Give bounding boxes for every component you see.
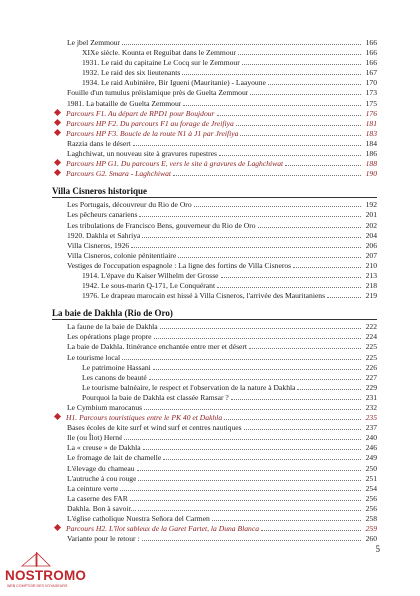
toc-entry-title: 1914. L'épave du Kaiser Wilhelm der Grosse — [82, 270, 219, 280]
toc-page-number: 204 — [365, 230, 377, 240]
toc-page-number: 166 — [365, 48, 377, 58]
toc-entry-title: Variante pour le retour : — [67, 534, 140, 544]
toc-entry-title: XIXe siècle. Kounta et Reguibat dans le Zemmour — [82, 48, 236, 58]
toc-page-number: 181 — [365, 118, 377, 128]
toc-entry[interactable] — [52, 139, 377, 149]
dot-leader — [258, 227, 361, 228]
dot-leader — [240, 135, 361, 136]
toc-page-number: 225 — [365, 342, 377, 352]
toc-entry[interactable] — [52, 68, 377, 78]
toc-page-number: 229 — [365, 382, 377, 392]
dot-leader — [130, 500, 361, 501]
toc-entry-title: Laghchiwat, un nouveau site à gravures rupestres — [67, 149, 217, 159]
dot-leader — [154, 338, 361, 339]
toc-entry[interactable] — [52, 221, 377, 231]
toc-page-number: 256 — [365, 493, 377, 503]
toc-entry-title: Les opérations plage propre — [67, 332, 152, 342]
toc-page-number: 251 — [365, 473, 377, 483]
toc-page-number: 258 — [365, 514, 377, 524]
toc-page-number: 192 — [365, 200, 377, 210]
toc-entry-title: La « creuse » de Dakhla — [67, 443, 141, 453]
toc-page-number: 260 — [365, 534, 377, 544]
toc-entry[interactable] — [52, 403, 377, 413]
diamond-bullet-icon — [54, 109, 61, 116]
toc-parcours-entry[interactable] — [52, 413, 377, 423]
toc-entry-title: Fouille d'un tumulus préislamique près de Guelta Zemmour — [67, 88, 249, 98]
diamond-bullet-icon — [54, 129, 61, 136]
toc-entry-title: Les Portugais, découvreur du Rio de Oro — [67, 200, 192, 210]
toc-entry[interactable] — [52, 464, 377, 474]
toc-entry[interactable] — [52, 534, 377, 544]
toc-page-number: 256 — [365, 503, 377, 513]
dot-leader — [160, 328, 361, 329]
toc-parcours-entry[interactable] — [52, 129, 377, 139]
nostromo-logo[interactable] — [0, 552, 87, 592]
toc-page-number: 210 — [365, 260, 377, 270]
dot-leader — [144, 409, 361, 410]
logo-tagline: WEB COMPTOIR DES VOYAGEURS — [7, 584, 68, 588]
dot-leader — [139, 216, 361, 217]
toc-entry[interactable] — [52, 494, 377, 504]
toc-entry-title: 1932. Le raid des six lieutenants — [82, 68, 181, 78]
toc-entry-title: Le tourisme local — [67, 352, 121, 362]
toc-entry[interactable] — [52, 78, 377, 88]
toc-entry[interactable] — [52, 261, 377, 271]
dot-leader — [285, 165, 361, 166]
page-number: 5 — [375, 544, 380, 554]
toc-entry[interactable] — [52, 251, 377, 261]
toc-entry-title: La faune de la baie de Dakhla — [67, 322, 158, 332]
dot-leader — [293, 267, 361, 268]
toc-entry-title: Parcours HP F3. Boucle de la route N1 à J1 par Jreifiya — [66, 128, 239, 138]
toc-entry-title: Villa Cisneros, 1926 — [67, 240, 130, 250]
dot-leader — [120, 490, 361, 491]
toc-entry-title: 1942. Le sous-marin Q-171, Le Conquérant — [82, 281, 216, 291]
dot-leader — [183, 105, 361, 106]
toc-page-number: 183 — [365, 128, 377, 138]
section-divider — [52, 197, 377, 198]
toc-page-number: 259 — [365, 524, 377, 534]
dot-leader — [153, 369, 361, 370]
toc-entry-title: 1934. Le raid Aubinière, Bir Igueni (Mauritanie) - Laayoune — [82, 78, 266, 88]
dot-leader — [236, 125, 361, 126]
diamond-bullet-icon — [54, 159, 61, 166]
toc-entry-title: Razzia dans le désert — [67, 138, 131, 148]
dot-leader — [182, 74, 361, 75]
toc-page-number: 227 — [365, 372, 377, 382]
toc-page-number: 254 — [365, 483, 377, 493]
toc-entry-title: La ceinture verte — [67, 483, 119, 493]
toc-parcours-entry[interactable] — [52, 159, 377, 169]
toc-entry-title: La baie de Dakhla. Itinérance enchantée entre mer et désert — [67, 342, 248, 352]
dot-leader — [249, 348, 361, 349]
toc-page-number: 232 — [365, 403, 377, 412]
toc-entry-title: Villa Cisneros, colonie pénitentiaire — [67, 250, 177, 260]
section-heading-villa-cisneros[interactable]: Villa Cisneros historique — [52, 186, 148, 197]
toc-entry-title: Le Cymbium marocanus — [67, 403, 143, 412]
toc-page-number: 207 — [365, 250, 377, 260]
dot-leader — [124, 439, 361, 440]
toc-page-number: 188 — [365, 159, 377, 169]
dot-leader — [297, 389, 361, 390]
toc-entry[interactable] — [52, 48, 377, 58]
toc-parcours-entry[interactable] — [52, 524, 377, 534]
toc-entry[interactable] — [52, 363, 377, 373]
toc-page-number: 184 — [365, 138, 377, 148]
toc-entry-title: Le fromage de lait de chamelle — [67, 453, 162, 463]
toc-page-number: 222 — [365, 322, 377, 332]
toc-page-number: 249 — [365, 453, 377, 463]
dot-leader — [217, 115, 362, 116]
dot-leader — [142, 237, 361, 238]
toc-page-number: 190 — [365, 169, 377, 179]
toc-page-number: 225 — [365, 352, 377, 362]
toc-entry-title: L'autruche à cou rouge — [67, 473, 137, 483]
toc-entry-title: L'église catholique Nuestra Señora del Carmen — [67, 514, 210, 524]
toc-entry[interactable] — [52, 149, 377, 159]
toc-entry[interactable] — [52, 383, 377, 393]
toc-parcours-entry[interactable] — [52, 109, 377, 119]
toc-page-number: 213 — [365, 270, 377, 280]
diamond-bullet-icon — [54, 524, 61, 531]
toc-page-number: 231 — [365, 392, 377, 402]
toc-entry[interactable] — [52, 393, 377, 403]
toc-entry-title: Les tribulations de Francisco Bens, gouverneur du Rio de Oro — [67, 220, 256, 230]
toc-entry-title: H1. Parcours touristiques entre le PK 40 et Dakhla — [66, 413, 223, 423]
toc-entry[interactable] — [52, 271, 377, 281]
toc-entry[interactable] — [52, 281, 377, 291]
toc-entry-title: La caserne des FAR — [67, 493, 128, 503]
toc-page-number: 201 — [365, 210, 377, 220]
toc-entry[interactable] — [52, 200, 377, 210]
toc-page-number: 218 — [365, 281, 377, 291]
toc-entry-title: Parcours HP F2. Du parcours F1 au forage de Jreifiya — [66, 118, 234, 128]
toc-entry-title: 1981. La bataille de Guelta Zemmour — [67, 98, 182, 108]
toc-page-number: 173 — [365, 88, 377, 98]
toc-entry[interactable] — [52, 423, 377, 433]
toc-block-baie-dakhla — [52, 322, 377, 544]
dot-leader — [268, 84, 361, 85]
table-of-contents — [52, 38, 377, 544]
toc-parcours-entry[interactable] — [52, 119, 377, 129]
toc-entry-title: Parcours HP G1. Du parcours E, vers le site à gravures de Laghchiwat — [66, 159, 284, 169]
logo-wordmark: NOSTROMO — [5, 568, 87, 583]
toc-entry-title: 1920. Dakhla et Sahriya — [67, 230, 141, 240]
dot-leader — [261, 530, 361, 531]
toc-entry[interactable] — [52, 38, 377, 48]
dot-leader — [122, 44, 361, 45]
toc-entry[interactable] — [52, 322, 377, 332]
toc-entry-title: Ile (ou Îlot) Herné — [67, 433, 123, 443]
toc-page-number: 186 — [365, 149, 377, 159]
dot-leader — [219, 155, 361, 156]
toc-page-number: 246 — [365, 443, 377, 453]
toc-entry[interactable] — [52, 210, 377, 220]
toc-page-number: 219 — [365, 291, 377, 301]
dot-leader — [224, 419, 361, 420]
toc-entry[interactable] — [52, 453, 377, 463]
toc-entry[interactable] — [52, 99, 377, 109]
toc-entry-title: Le jbel Zemmour — [67, 38, 121, 47]
toc-entry-title: Bases écoles de kite surf et wind surf et centres nautiques — [67, 423, 242, 433]
dot-leader — [138, 480, 361, 481]
toc-entry[interactable] — [52, 332, 377, 342]
dot-leader — [238, 54, 361, 55]
toc-entry[interactable] — [52, 373, 377, 383]
dot-leader — [138, 510, 361, 511]
dot-leader — [142, 540, 361, 541]
toc-page-number: 237 — [365, 423, 377, 433]
toc-entry[interactable] — [52, 291, 377, 301]
toc-entry[interactable] — [52, 504, 377, 514]
diamond-bullet-icon — [54, 119, 61, 126]
toc-entry[interactable] — [52, 241, 377, 251]
toc-entry-title: 1931. Le raid du capitaine Le Cocq sur le Zemmour — [82, 58, 240, 68]
toc-block-zemmour — [52, 38, 377, 179]
toc-parcours-entry[interactable] — [52, 169, 377, 179]
toc-page-number: 175 — [365, 98, 377, 108]
toc-page-number: 166 — [365, 58, 377, 68]
dot-leader — [149, 379, 361, 380]
toc-entry[interactable] — [52, 58, 377, 68]
toc-page-number: 176 — [365, 108, 377, 118]
dot-leader — [327, 297, 361, 298]
toc-entry-title: Les pêcheurs canariens — [67, 210, 138, 220]
toc-page-number: 206 — [365, 240, 377, 250]
diamond-bullet-icon — [54, 169, 61, 176]
toc-page-number: 166 — [365, 38, 377, 47]
toc-entry[interactable] — [52, 484, 377, 494]
toc-entry[interactable] — [52, 433, 377, 443]
toc-entry-title: L'élevage du chameau — [67, 463, 135, 473]
toc-entry-title: Le patrimoine Hassani — [82, 362, 151, 372]
dot-leader — [178, 257, 361, 258]
section-heading-baie-dakhla[interactable]: La baie de Dakhla (Rio de Oro) — [52, 308, 173, 319]
toc-entry[interactable] — [52, 88, 377, 98]
dot-leader — [133, 145, 361, 146]
toc-entry[interactable] — [52, 514, 377, 524]
toc-page-number: 167 — [365, 68, 377, 78]
toc-entry-title: Les canons de beauté — [82, 372, 147, 382]
toc-page-number: 235 — [365, 413, 377, 423]
toc-entry[interactable] — [52, 342, 377, 352]
dot-leader — [173, 175, 361, 176]
dot-leader — [131, 247, 361, 248]
toc-entry[interactable] — [52, 474, 377, 484]
toc-entry-title: Le tourisme balnéaire, le respect et l'observation de la nature à Dakhla — [82, 382, 296, 392]
toc-entry-title: 1976. Le drapeau marocain est hissé à Villa Cisneros, l'arrivée des Mauritaniens — [82, 291, 326, 301]
dot-leader — [122, 359, 361, 360]
dot-leader — [137, 470, 361, 471]
toc-page-number: 224 — [365, 332, 377, 342]
dot-leader — [163, 459, 361, 460]
dot-leader — [143, 449, 361, 450]
toc-entry[interactable] — [52, 353, 377, 363]
toc-entry-title: Pourquoi la baie de Dakhla est classée Ramsar ? — [82, 392, 229, 402]
diamond-bullet-icon — [54, 413, 61, 420]
toc-page-number: 226 — [365, 362, 377, 372]
toc-entry-title: Vestiges de l'occupation espagnole : La ligne des fortins de Villa Cisneros — [67, 260, 292, 270]
dot-leader — [194, 206, 361, 207]
toc-page-number: 250 — [365, 463, 377, 473]
toc-page-number: 170 — [365, 78, 377, 88]
toc-entry-title: Parcours H2. L'îlot sableux de la Garet Fartet, la Duna Blanca — [66, 524, 259, 534]
dot-leader — [231, 399, 361, 400]
dot-leader — [217, 287, 361, 288]
toc-entry-title: Parcours F1. Au départ de RPD1 pour Boujdour — [66, 108, 215, 118]
toc-block-villa-cisneros — [52, 200, 377, 301]
dot-leader — [221, 277, 361, 278]
dot-leader — [250, 94, 361, 95]
toc-entry[interactable] — [52, 231, 377, 241]
section-divider — [52, 319, 377, 320]
dot-leader — [242, 64, 361, 65]
dot-leader — [244, 429, 361, 430]
toc-entry-title: Parcours G2. Smara - Laghchiwat — [66, 169, 171, 179]
dot-leader — [212, 520, 361, 521]
toc-page-number: 240 — [365, 433, 377, 443]
toc-entry-title: Dakhla. Bon à savoir... — [67, 503, 137, 513]
toc-entry[interactable] — [52, 443, 377, 453]
toc-page-number: 202 — [365, 220, 377, 230]
